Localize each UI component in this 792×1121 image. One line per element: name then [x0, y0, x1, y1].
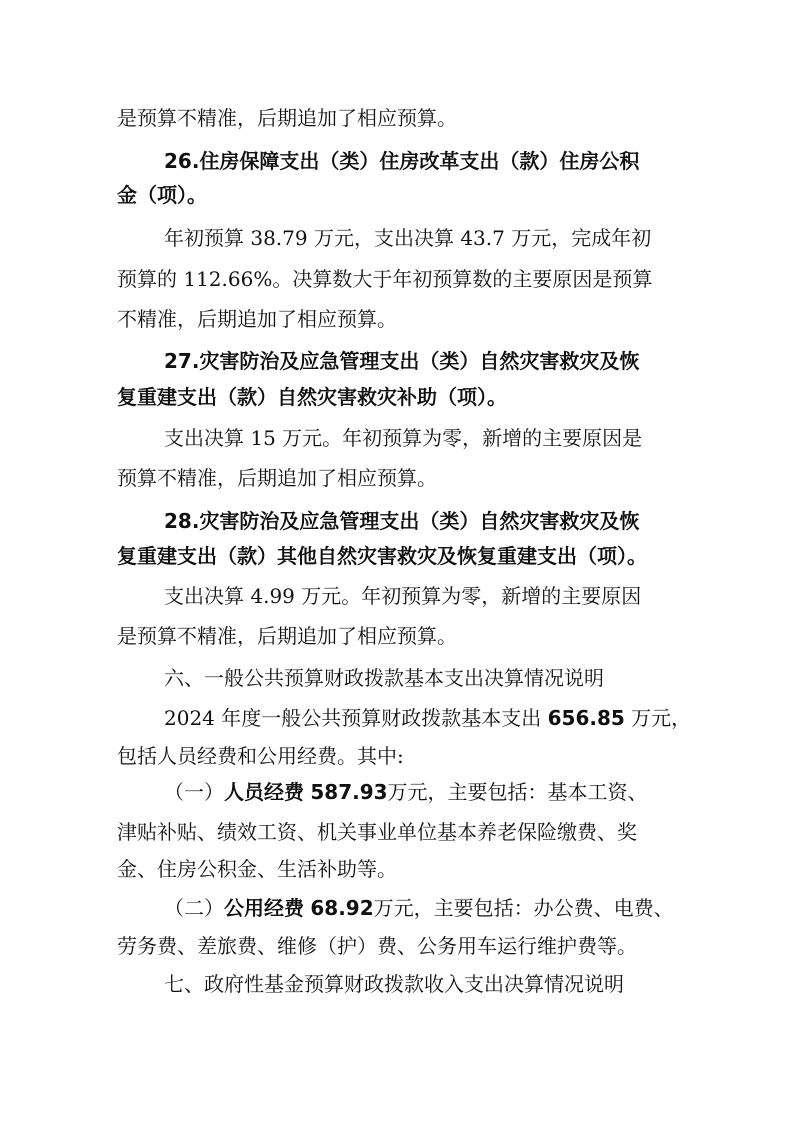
public-expense-line [164, 896, 677, 920]
personnel-expense-amount: 587.93 [310, 780, 388, 804]
paragraph-line: 津贴补贴、绩效工资、机关事业单位基本养老保险缴费、奖 [117, 820, 637, 844]
paragraph-line: 是预算不精准，后期追加了相应预算。 [117, 106, 457, 130]
public-expense-label: 公用经费 [224, 896, 304, 920]
paragraph-line: 支出决算 4.99 万元。年初预算为零，新增的主要原因 [164, 584, 642, 608]
personnel-expense-line [164, 780, 677, 804]
paragraph-line: 年初预算 38.79 万元，支出决算 43.7 万元，完成年初 [164, 226, 652, 250]
paragraph-line: 金、住房公积金、生活补助等。 [117, 857, 397, 881]
list-marker: （一） [164, 780, 224, 804]
paragraph-line: 包括人员经费和公用经费。其中: [117, 744, 404, 768]
item-26-heading: 26.住房保障支出（类）住房改革支出（款）住房公积 [164, 149, 640, 173]
paragraph-line: 劳务费、差旅费、维修（护）费、公务用车运行维护费等。 [117, 934, 637, 958]
item-26-heading-cont: 金（项）。 [117, 183, 207, 207]
paragraph-line: 预算的 112.66%。决算数大于年初预算数的主要原因是预算 [117, 267, 653, 291]
item-27-heading: 27.灾害防治及应急管理支出（类）自然灾害救灾及恢 [164, 349, 640, 373]
list-marker: （二） [164, 896, 224, 920]
public-expense-text: 万元，主要包括：办公费、电费、 [373, 896, 674, 920]
paragraph-line: 不精准，后期追加了相应预算。 [117, 307, 397, 331]
public-expense-amount: 68.92 [310, 896, 374, 920]
section-7-heading: 七、政府性基金预算财政拨款收入支出决算情况说明 [164, 972, 624, 996]
basic-expenditure-unit: 万元， [631, 706, 692, 730]
item-28-heading: 28.灾害防治及应急管理支出（类）自然灾害救灾及恢 [164, 509, 640, 533]
section-6-heading: 六、一般公共预算财政拨款基本支出决算情况说明 [164, 666, 604, 690]
paragraph-line [164, 706, 692, 730]
basic-expenditure-amount: 656.85 [547, 706, 625, 730]
personnel-expense-text: 万元，主要包括：基本工资、 [387, 780, 648, 804]
paragraph-line: 预算不精准，后期追加了相应预算。 [117, 466, 437, 490]
personnel-expense-label: 人员经费 [224, 780, 304, 804]
item-27-heading-cont: 复重建支出（款）自然灾害救灾补助（项）。 [117, 385, 507, 409]
item-28-heading-cont: 复重建支出（款）其他自然灾害救灾及恢复重建支出（项）。 [117, 544, 647, 568]
basic-expenditure-text: 2024 年度一般公共预算财政拨款基本支出 [164, 706, 542, 730]
paragraph-line: 支出决算 15 万元。年初预算为零，新增的主要原因是 [164, 426, 643, 450]
paragraph-line: 是预算不精准，后期追加了相应预算。 [117, 624, 457, 648]
